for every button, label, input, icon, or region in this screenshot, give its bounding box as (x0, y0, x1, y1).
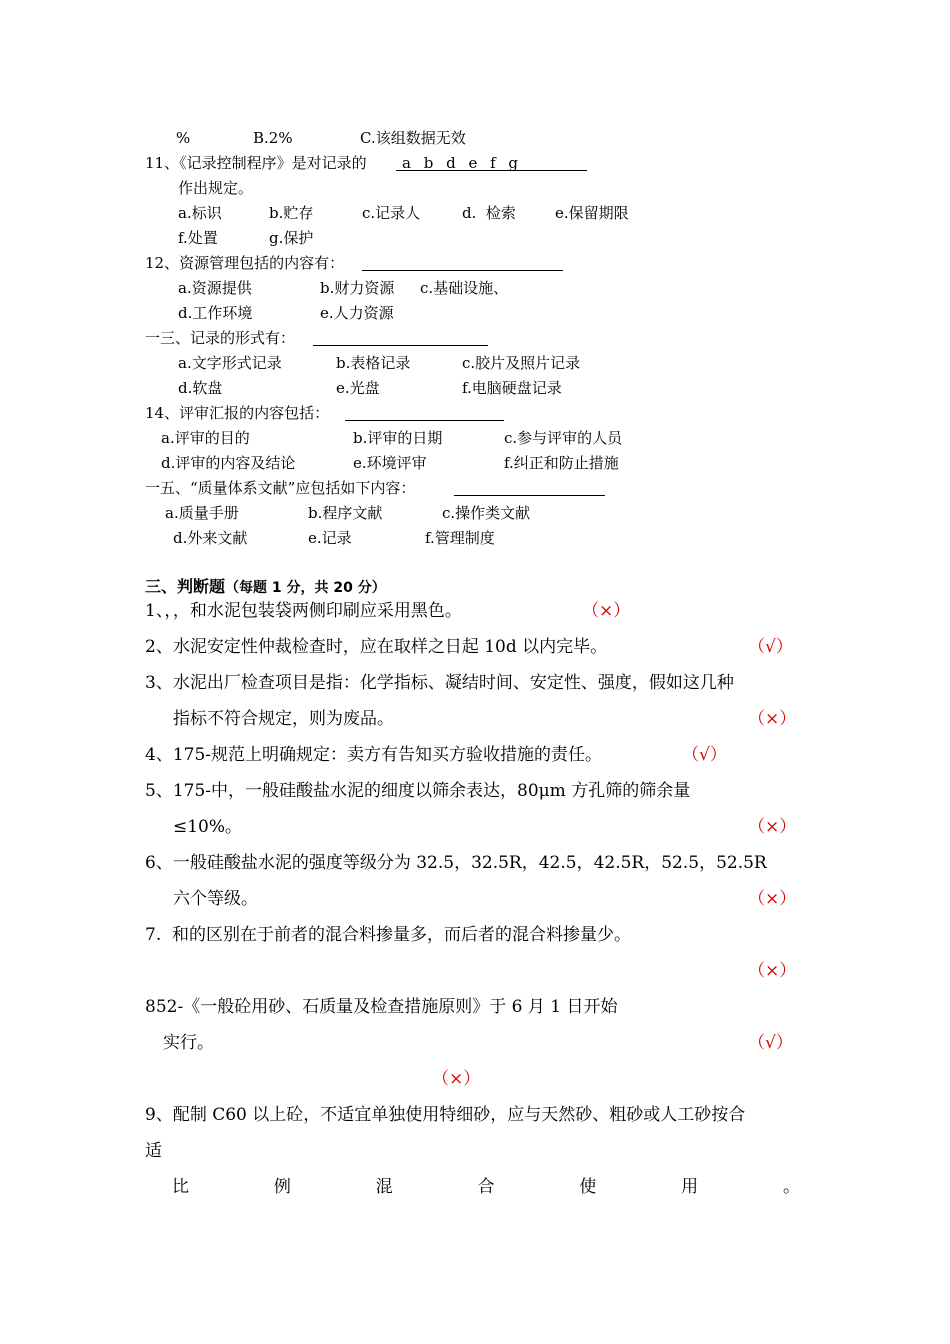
tf-item-4: 4、175-规范上明确规定：卖方有告知买方验收措施的责任。 (145, 745, 603, 765)
q12-option-a: a.资源提供 (178, 279, 252, 297)
q13-option-b: b.表格记录 (336, 354, 411, 372)
q13-option-c: c.胶片及照片记录 (462, 354, 581, 372)
q14-option-b: b.评审的日期 (353, 429, 443, 447)
tf-mark-2: （√） (748, 637, 793, 657)
q12-stem: 12、资源管理包括的内容有： (145, 254, 345, 272)
tf-mark-3: （×） (748, 709, 797, 729)
q10-option-c: C.该组数据无效 (360, 129, 466, 147)
q13-option-e: e.光盘 (336, 379, 380, 397)
section-title: 三、判断题 (145, 577, 226, 596)
spaced-char: 比 (172, 1177, 189, 1197)
spaced-char: 混 (375, 1177, 393, 1197)
tf-item-1: 1、，，和水泥包装袋两侧印刷应采用黑色。 (145, 601, 462, 621)
tf-item-6-cont: 六个等级。 (173, 889, 258, 909)
section-heading (145, 576, 386, 599)
tf-item-9: 9、配制 C60 以上砼，不适宜单独使用特细砂，应与天然砂、粗砂或人工砂按合 (145, 1105, 746, 1125)
q15-option-a: a.质量手册 (165, 504, 239, 522)
spaced-char: 合 (477, 1177, 495, 1197)
tf-item-3-cont: 指标不符合规定，则为废品。 (173, 709, 394, 729)
q12-option-b: b.财力资源 (320, 279, 395, 297)
q14-option-c: c.参与评审的人员 (504, 429, 623, 447)
tf-mark-8: （√） (748, 1033, 793, 1053)
q11-stem-cont: 作出规定。 (178, 179, 254, 197)
tf-mark-8-extra: （×） (432, 1069, 481, 1089)
spaced-char: 。 (782, 1177, 800, 1197)
q11-option-c: c.记录人 (362, 204, 421, 222)
q13-option-f: f.电脑硬盘记录 (462, 379, 562, 397)
q11-option-e: e.保留期限 (555, 204, 629, 222)
q11-option-b: b.贮存 (269, 204, 314, 222)
spaced-char: 例 (273, 1177, 291, 1197)
q12-answer-line (362, 270, 563, 271)
q11-answer: a b d e f g (402, 154, 523, 172)
q12-option-e: e.人力资源 (320, 304, 394, 322)
q12-option-c: c.基础设施、 (420, 279, 509, 297)
q15-option-e: e.记录 (308, 529, 352, 547)
tf-mark-4: （√） (682, 745, 727, 765)
q11-option-f: f.处置 (178, 229, 218, 247)
spaced-char: 使 (579, 1177, 597, 1197)
q13-answer-line (313, 345, 488, 346)
q14-option-a: a.评审的目的 (161, 429, 250, 447)
tf-item-8-cont: 实行。 (163, 1033, 214, 1053)
q15-option-f: f.管理制度 (425, 529, 495, 547)
q10-option-b: B.2% (253, 129, 293, 147)
tf-item-5-cont: ≤10%。 (173, 817, 243, 837)
q13-option-d: d.软盘 (178, 379, 223, 397)
tf-mark-5: （×） (748, 817, 797, 837)
tf-mark-7: （×） (748, 961, 797, 981)
q11-option-d: d. 检索 (462, 204, 516, 222)
q14-stem: 14、评审汇报的内容包括： (145, 404, 330, 422)
q14-option-e: e.环境评审 (353, 454, 427, 472)
tf-item-3: 3、水泥出厂检查项目是指：化学指标、凝结时间、安定性、强度，假如这几种 (145, 673, 734, 693)
q14-answer-line (345, 420, 504, 421)
q11-option-a: a.标识 (178, 204, 222, 222)
q15-option-d: d.外来文献 (173, 529, 248, 547)
q15-stem: 一五、“质量体系文献”应包括如下内容： (145, 479, 416, 497)
q15-option-c: c.操作类文献 (442, 504, 531, 522)
q10-option-a: % (176, 129, 191, 147)
tf-item-6: 6、一般硅酸盐水泥的强度等级分为 32.5，32.5R，42.5，42.5R，52.5，52.5R (145, 853, 767, 873)
q12-option-d: d.工作环境 (178, 304, 253, 322)
q11-stem: 11、《记录控制程序》是对记录的 (145, 154, 367, 172)
q14-option-f: f.纠正和防止措施 (504, 454, 619, 472)
tf-item-9-cont: 适 (145, 1141, 162, 1161)
tf-item-5: 5、175-中，一般硅酸盐水泥的细度以筛余表达，80μm 方孔筛的筛余量 (145, 781, 691, 801)
q13-stem: 一三、记录的形式有： (145, 329, 296, 347)
q11-option-g: g.保护 (269, 229, 314, 247)
tf-item-2: 2、水泥安定性仲裁检查时，应在取样之日起 10d 以内完毕。 (145, 637, 608, 657)
tf-item-7: 7. 和的区别在于前者的混合料掺量多，而后者的混合料掺量少。 (145, 925, 632, 945)
tf-mark-1: （×） (582, 601, 631, 621)
q14-option-d: d.评审的内容及结论 (161, 454, 296, 472)
q15-option-b: b.程序文献 (308, 504, 383, 522)
q13-option-a: a.文字形式记录 (178, 354, 282, 372)
spaced-char: 用 (681, 1177, 699, 1197)
tf-item-8: 852-《一般砼用砂、石质量及检查措施原则》于 6 月 1 日开始 (145, 997, 618, 1017)
section-note: （每题 1 分，共 20 分） (225, 580, 386, 596)
tf-item-9-spaced-line (172, 1175, 800, 1199)
q15-answer-line (454, 495, 605, 496)
tf-mark-6: （×） (748, 889, 797, 909)
